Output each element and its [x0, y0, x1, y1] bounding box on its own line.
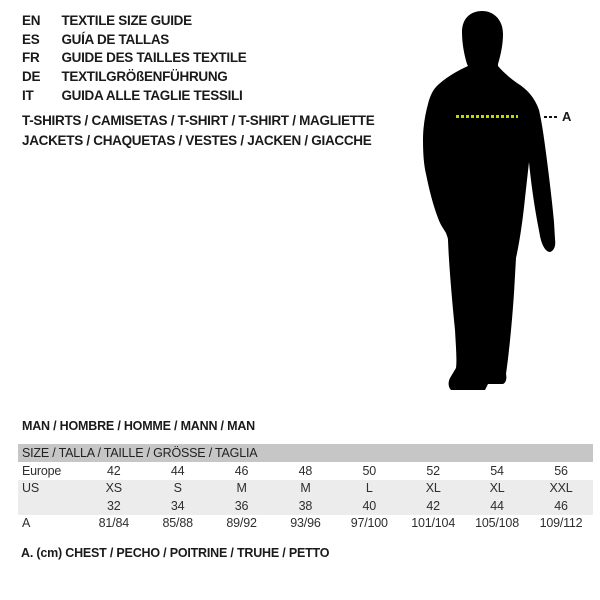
row-label-europe: Europe: [22, 463, 62, 478]
table-cell: 44: [465, 497, 529, 515]
male-silhouette: [415, 8, 565, 393]
lang-label: TEXTILE SIZE GUIDE: [61, 13, 192, 28]
table-row-europe: [18, 462, 593, 480]
table-cell: 105/108: [475, 516, 519, 531]
table-cell: 42: [107, 463, 121, 478]
lang-label: TEXTILGRÖßENFÜHRUNG: [61, 69, 228, 85]
lang-code: ES: [22, 31, 40, 47]
lang-row-es: [22, 31, 246, 50]
lang-row-de: [22, 68, 246, 87]
lang-row-fr: [22, 49, 246, 68]
table-cell: 89/92: [226, 516, 257, 531]
lang-row-it: [22, 87, 246, 106]
size-table-header: SIZE / TALLA / TAILLE / GRÖSSE / TAGLIA: [18, 444, 593, 462]
chest-measure-line-yellow: [456, 115, 518, 118]
category-lines: [22, 111, 374, 150]
lang-code: FR: [22, 50, 40, 66]
table-cell: 109/112: [539, 516, 583, 531]
lang-code: DE: [22, 69, 41, 85]
section-title-man: MAN / HOMBRE / HOMME / MANN / MAN: [22, 419, 255, 433]
language-list: [22, 12, 246, 106]
table-cell: 50: [362, 463, 377, 478]
table-row-a-chest: [18, 515, 593, 533]
table-cell: 56: [554, 463, 568, 478]
table-cell: XL: [465, 480, 529, 498]
table-cell: 46: [234, 463, 249, 478]
lang-code: IT: [22, 87, 34, 103]
table-cell: 48: [298, 463, 313, 478]
table-cell: 38: [274, 497, 338, 515]
table-cell: 54: [490, 463, 504, 478]
table-cell: 81/84: [98, 516, 129, 531]
table-row-us-numeric: [18, 497, 593, 515]
lang-code: EN: [22, 13, 41, 28]
measure-label-a: A: [562, 109, 572, 124]
table-cell: S: [146, 480, 210, 498]
table-cell: 46: [529, 497, 593, 515]
row-label-us: US: [18, 480, 82, 498]
table-cell: 52: [426, 463, 440, 478]
table-cell: 97/100: [350, 516, 388, 531]
table-cell: 32: [82, 497, 146, 515]
table-row-us: [18, 480, 593, 498]
lang-row-en: [22, 12, 246, 31]
table-cell: 40: [337, 497, 401, 515]
footnote-chest-legend: A. (cm) CHEST / PECHO / POITRINE / TRUHE / PETTO: [21, 546, 330, 560]
table-cell: XL: [401, 480, 465, 498]
table-cell: 42: [401, 497, 465, 515]
lang-label: GUIDE DES TAILLES TEXTILE: [61, 50, 247, 66]
table-cell: 101/104: [411, 516, 456, 531]
category-line-tshirts: T-SHIRTS / CAMISETAS / T-SHIRT / T-SHIRT / MAGLIETTE: [22, 113, 375, 128]
size-table: [18, 444, 593, 532]
table-cell: 34: [146, 497, 210, 515]
table-cell: M: [210, 480, 274, 498]
category-line-jackets: JACKETS / CHAQUETAS / VESTES / JACKEN / GIACCHE: [22, 132, 372, 148]
table-cell: 36: [210, 497, 274, 515]
table-cell: XS: [82, 480, 146, 498]
table-cell: M: [274, 480, 338, 498]
table-cell: L: [337, 480, 401, 498]
size-table-header-row: [18, 444, 593, 462]
chest-measure-line-black: [544, 116, 559, 118]
table-cell: 44: [170, 463, 185, 478]
lang-label: GUÍA DE TALLAS: [61, 31, 169, 47]
table-cell: 93/96: [290, 516, 321, 531]
row-label-a: A: [22, 516, 31, 531]
lang-label: GUIDA ALLE TAGLIE TESSILI: [61, 87, 243, 103]
table-cell: 85/88: [162, 516, 193, 531]
table-cell: XXL: [529, 480, 593, 498]
row-label-blank: [18, 497, 82, 515]
